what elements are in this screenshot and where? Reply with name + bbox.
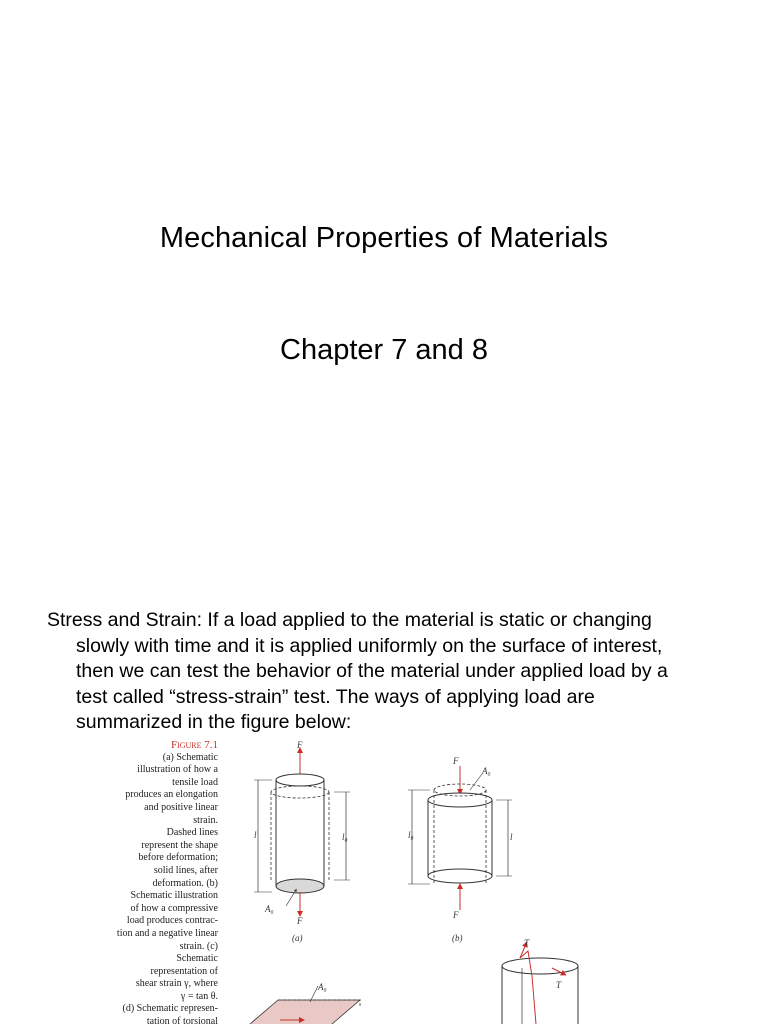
slide-subtitle: Chapter 7 and 8 (280, 334, 488, 366)
caption-line: tensile load (172, 776, 218, 788)
cylinder-top (276, 774, 324, 786)
caption-line: (a) Schematic (162, 751, 218, 763)
area-label-c: A₀ (318, 982, 327, 992)
cylinder-top-b (428, 793, 492, 807)
caption-line: before deformation; (138, 852, 218, 864)
paragraph-line: slowly with time and it is applied uniformly on the surface of interest, (76, 634, 663, 657)
caption-line: Dashed lines (166, 827, 218, 839)
stress-strain-paragraph (47, 608, 759, 736)
caption-line: deformation. (b) (152, 877, 218, 889)
figure-caption (96, 739, 218, 1029)
length-label: l (254, 830, 257, 840)
force-label-top: F (297, 740, 303, 750)
caption-line: strain. (c) (179, 940, 218, 952)
caption-line: representation of (150, 965, 218, 977)
paragraph-line: summarized in the figure below: (76, 711, 352, 733)
caption-line: Schematic (176, 953, 218, 965)
caption-line: tion and a negative linear (116, 927, 218, 939)
slide-title: Mechanical Properties of Materials (159, 222, 609, 254)
caption-line: shear strain γ, where (135, 978, 218, 990)
torque-label-top: T (524, 938, 530, 948)
area-label-b: A₀ (482, 766, 491, 776)
original-top (271, 786, 329, 798)
caption-line: produces an elongation (125, 789, 218, 801)
initial-length-label-b: l₀ (408, 830, 414, 840)
paragraph-line: then we can test the behavior of the material under applied load by a (76, 660, 668, 682)
caption-line: γ = tan θ. (180, 990, 218, 1002)
caption-line: strain. (193, 814, 218, 826)
figure-drawing (220, 736, 768, 1024)
caption-line: Schematic illustration (130, 890, 218, 902)
panel-b-label: (b) (452, 933, 463, 943)
caption-line: of how a compressive (130, 902, 218, 914)
force-label-bottom: F (297, 916, 303, 926)
caption-line: tation of torsional (146, 1016, 218, 1028)
force-label-top-b: F (453, 756, 459, 766)
cylinder-bottom (276, 879, 324, 893)
paragraph-line: test called “stress-strain” test. The ways of applying load are (76, 685, 595, 708)
area-label: A₀ (265, 904, 274, 914)
caption-line: (d) Schematic represen- (122, 1003, 218, 1015)
panel-a-label: (a) (292, 933, 303, 943)
cylinder-bottom-b (428, 869, 492, 883)
caption-line: and positive linear (144, 801, 218, 813)
caption-line: illustration of how a (137, 764, 218, 776)
compressive-specimen (408, 756, 513, 943)
stress-strain-figure (220, 736, 768, 1024)
length-label-b: l (510, 832, 513, 842)
initial-length-label: l₀ (342, 832, 348, 842)
figure-label: Figure 7.1 (170, 739, 218, 751)
paragraph-line: Stress and Strain: If a load applied to the material is static or changing (47, 609, 652, 631)
caption-line: represent the shape (141, 839, 218, 851)
shear-specimen (250, 982, 360, 1024)
caption-line: solid lines, after (153, 864, 218, 876)
force-label-bottom-b: F (453, 910, 459, 920)
torsion-specimen (502, 938, 578, 1024)
torque-label-side: T (556, 980, 562, 990)
caption-line: load produces contrac- (126, 915, 218, 927)
tensile-specimen (254, 740, 350, 943)
